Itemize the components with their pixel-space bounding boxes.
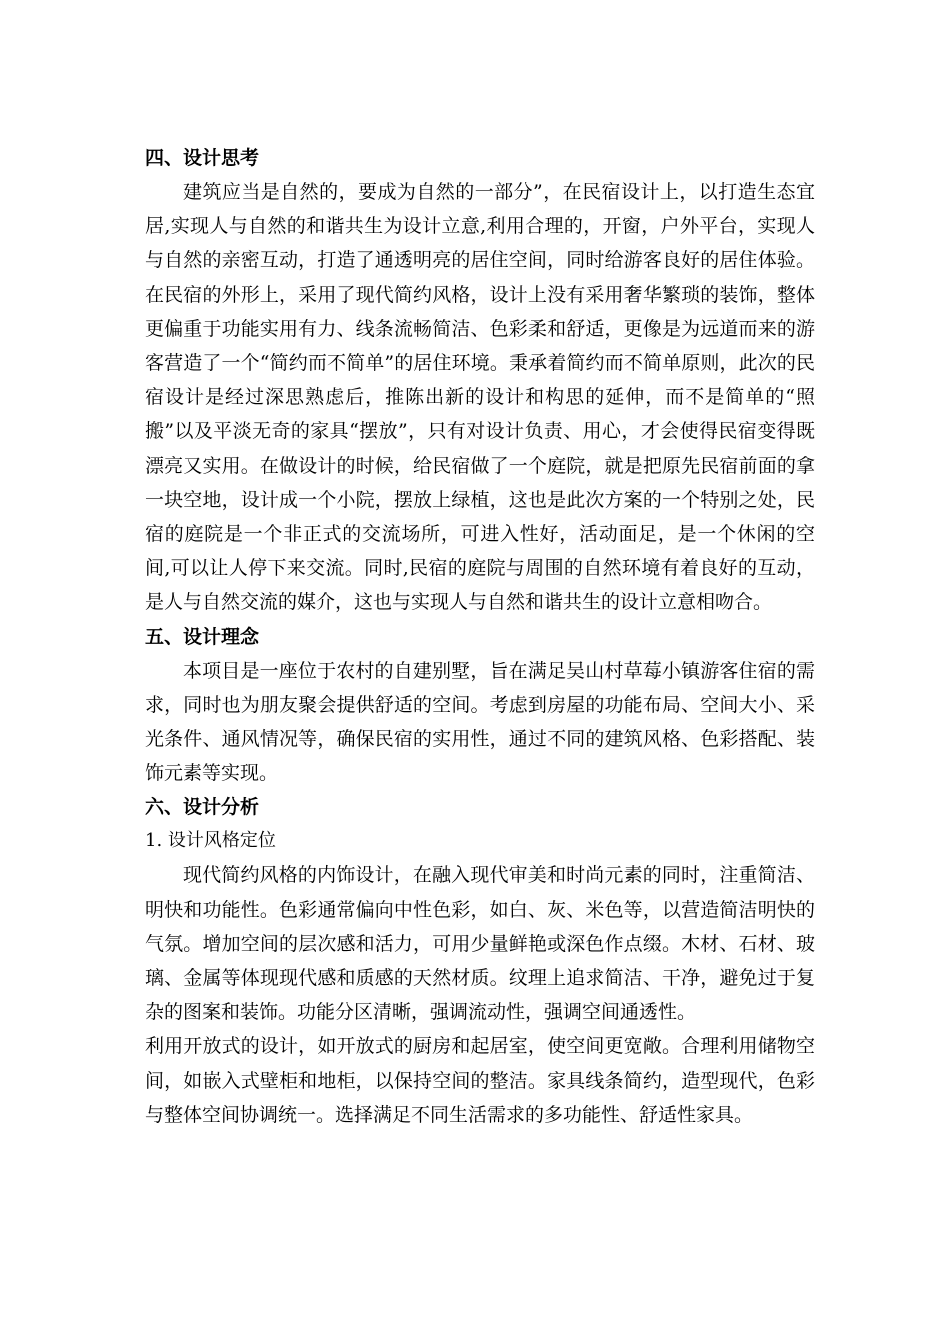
section-heading-design-concept: 五、设计理念 <box>145 625 260 648</box>
section-heading-design-thinking: 四、设计思考 <box>145 147 260 169</box>
subheading-style-positioning: 1. 设计风格定位 <box>145 830 276 852</box>
paragraph-design-thinking: 建筑应当是自然的，要成为自然的一部分”，在民宿设计上，以打造生态宜居,实现人与自然的和谐共生为设计立意,利用合理的，开窗，户外平台，实现人与自然的亲密互动，打造了通透明亮的居住空间，同时给游客良好的居住体验。在民宿的外形上，采用了现代简约风格，设计上没有采用奢华繁琐的装饰，整体更偏重于功能实用有力、线条流畅简洁、色彩柔和舒适，更像是为远道而来的游客营造了一个“简约而不简单”的居住环境。秉承着简约而不简单原则，此次的民宿设计是经过深思熟虑后，推陈出新的设计和构思的延伸，而不是简单的“照搬”以及平淡无奇的家具“摆放”，只有对设计负责、用心，才会使得民宿变得既漂亮又实用。在做设计的时候，给民宿做了一个庭院，就是把原先民宿前面的拿一块空地，设计成一个小院，摆放上绿植，这也是此次方案的一个特别之处，民宿的庭院是一个非正式的交流场所，可进入性好，活动面足，是一个休闲的空间,可以让人停下来交流。同时,民宿的庭院与周围的自然环境有着良好的互动，是人与自然交流的媒介，这也与实现人与自然和谐共生的设计立意相吻合。 <box>145 181 815 614</box>
paragraph-open-design: 利用开放式的设计，如开放式的厨房和起居室，使空间更宽敞。合理利用储物空间，如嵌入式壁柜和地柜，以保持空间的整洁。家具线条简约，造型现代，色彩与整体空间协调统一。选择满足不同生活需求的多功能性、舒适性家具。 <box>145 1035 815 1126</box>
section-heading-design-analysis: 六、设计分析 <box>145 796 260 819</box>
paragraph-design-concept: 本项目是一座位于农村的自建别墅，旨在满足吴山村草莓小镇游客住宿的需求，同时也为朋友聚会提供舒适的空间。考虑到房屋的功能布局、空间大小、采光条件、通风情况等，确保民宿的实用性，通过不同的建筑风格、色彩搭配、装饰元素等实现。 <box>145 659 815 785</box>
document-body <box>145 141 815 1132</box>
paragraph-style-description: 现代简约风格的内饰设计，在融入现代审美和时尚元素的同时，注重简洁、明快和功能性。色彩通常偏向中性色彩，如白、灰、米色等，以营造简洁明快的气氛。增加空间的层次感和活力，可用少量鲜艳或深色作点缀。木材、石材、玻璃、金属等体现现代感和质感的天然材质。纹理上追求简洁、干净，避免过于复杂的图案和装饰。功能分区清晰，强调流动性，强调空间通透性。 <box>145 864 815 1024</box>
